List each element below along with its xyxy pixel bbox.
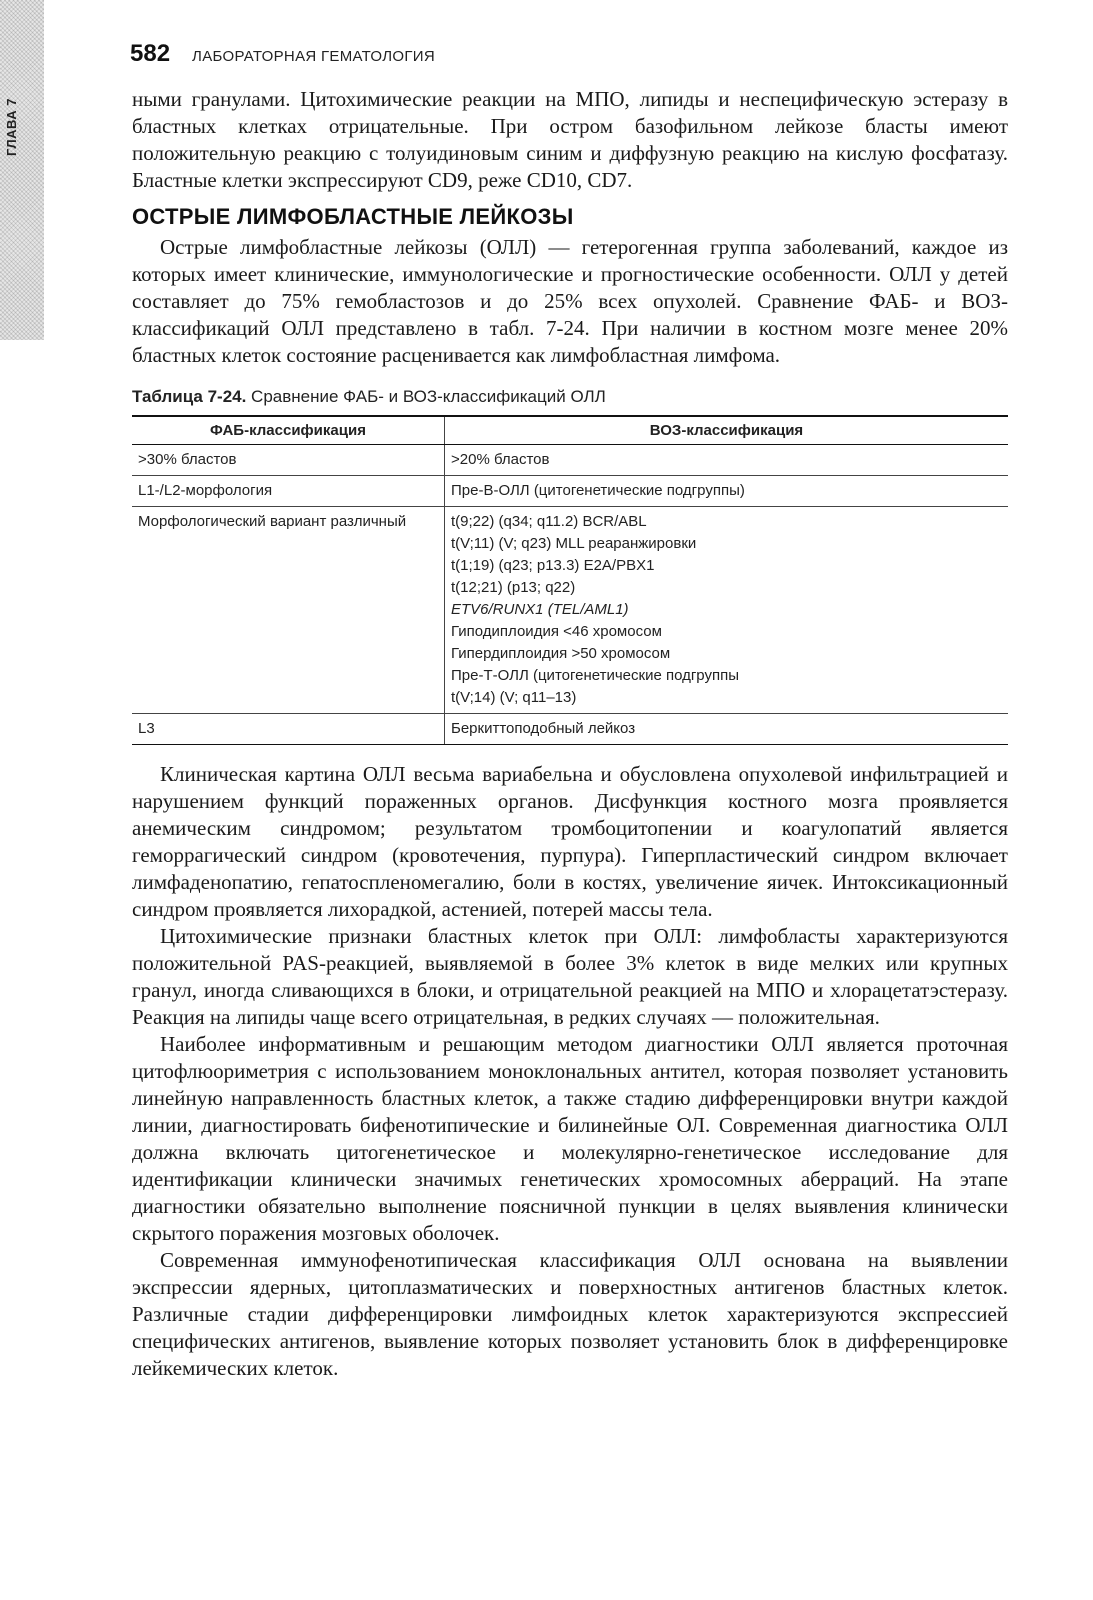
body-paragraph: Современная иммунофенотипическая классификация ОЛЛ основана на выявлении экспрессии ядерных, цитоплазматических и поверхностных антигенов бластных клеток. Различные стадии дифференцировки лимфоидных клеток характеризуются экспрессией специфических антигенов, выявление которых позволяет установить блок в дифференцировке лейкемических клеток. xyxy=(132,1248,1008,1380)
who-line: t(9;22) (q34; q11.2) BCR/ABL xyxy=(451,513,647,530)
chapter-side-tab xyxy=(0,0,44,340)
table-cell-who xyxy=(445,714,1009,745)
who-line: ETV6/RUNX1 (TEL/AML1) xyxy=(451,601,629,618)
table-caption xyxy=(132,387,1008,407)
table-row xyxy=(132,507,1008,714)
who-line: t(1;19) (q23; p13.3) E2A/PBX1 xyxy=(451,557,655,574)
table-caption-text: Сравнение ФАБ- и ВОЗ-классификаций ОЛЛ xyxy=(246,387,606,406)
classification-table xyxy=(132,415,1008,745)
table-header-row xyxy=(132,416,1008,445)
table-cell-who xyxy=(445,445,1009,476)
who-line: >20% бластов xyxy=(451,451,550,468)
who-line: Пре-В-ОЛЛ (цитогенетические подгруппы) xyxy=(451,482,745,499)
who-line: t(V;14) (V; q11–13) xyxy=(451,689,577,706)
table-row xyxy=(132,445,1008,476)
page-header xyxy=(130,40,1010,74)
table-cell-fab: L3 xyxy=(132,714,445,745)
body-paragraph: Наиболее информативным и решающим методом диагностики ОЛЛ является проточная цитофлюориметрия с использованием моноклональных антител, которая позволяет установить линейную направленность бластных клеток, а также стадию дифференцировки внутри каждой линии, диагностировать бифенотипические и билинейные ОЛ. Современная диагностика ОЛЛ должна включать цитогенетическое и молекулярно-генетическое исследование для идентификации клинически значимых генетических хромосомных аберраций. На этапе диагностики обязательно выполнение поясничной пункции в целях выявления клинически скрытого поражения мозговых оболочек. xyxy=(132,1032,1008,1245)
table-header-fab: ФАБ-классификация xyxy=(132,416,445,445)
who-line: Беркиттоподобный лейкоз xyxy=(451,720,636,737)
chapter-label: ГЛАВА 7 xyxy=(4,97,19,157)
who-line: t(12;21) (p13; q22) xyxy=(451,579,576,596)
table-cell-fab: >30% бластов xyxy=(132,445,445,476)
page-number: 582 xyxy=(130,40,171,67)
page-content xyxy=(132,86,1008,1382)
section-title: ОСТРЫЕ ЛИМФОБЛАСТНЫЕ ЛЕЙКОЗЫ xyxy=(132,204,574,229)
who-line: Гипердиплоидия >50 хромосом xyxy=(451,645,671,662)
body-paragraph: Клиническая картина ОЛЛ весьма вариабельна и обусловлена опухолевой инфильтрацией и нарушением функций пораженных органов. Дисфункция костного мозга проявляется анемическим синдромом; результатом тромбоцитопении и коагулопатий является геморрагический синдром (кровотечения, пурпура). Гиперпластический синдром включает лимфаденопатию, гепатоспленомегалию, боли в костях, увеличение яичек. Интоксикационный синдром проявляется лихорадкой, астенией, потерей массы тела. xyxy=(132,762,1008,921)
table-row xyxy=(132,476,1008,507)
table-caption-label: Таблица 7-24. xyxy=(132,387,247,406)
table-cell-fab: Морфологический вариант различный xyxy=(132,507,445,714)
table-header-who: ВОЗ-классификация xyxy=(445,416,1009,445)
who-line: t(V;11) (V; q23) MLL реаранжировки xyxy=(451,535,697,552)
table-row xyxy=(132,714,1008,745)
body-paragraph: Цитохимические признаки бластных клеток при ОЛЛ: лимфобласты характеризуются положительной PAS-реакцией, выявляемой в более 3% клеток в виде мелких или крупных гранул, иногда сливающихся в блоки, и отрицательной реакцией на МПО и хлорацетатэстеразу. Реакция на липиды чаще всего отрицательная, в редких случаях — положительная. xyxy=(132,924,1008,1029)
intro-paragraph: ными гранулами. Цитохимические реакции на МПО, липиды и неспецифическую эстеразу в бластных клетках отрицательные. При остром базофильном лейкозе бласты имеют положительную реакцию с толуидиновым синим и диффузную реакцию на кислую фосфатазу. Бластные клетки экспрессируют CD9, реже CD10, CD7. xyxy=(132,87,1008,192)
table-cell-who xyxy=(445,507,1009,714)
table-cell-who xyxy=(445,476,1009,507)
table-cell-fab: L1-/L2-морфология xyxy=(132,476,445,507)
who-line: Пре-Т-ОЛЛ (цитогенетические подгруппы xyxy=(451,667,740,684)
section-paragraph: Острые лимфобластные лейкозы (ОЛЛ) — гетерогенная группа заболеваний, каждое из которых имеет клинические, иммунологические и прогностические особенности. ОЛЛ у детей составляет до 75% гемобластозов и до 25% всех опухолей. Сравнение ФАБ- и ВОЗ-классификаций ОЛЛ представлено в табл. 7-24. При наличии в костном мозге менее 20% бластных клеток состояние расценивается как лимфобластная лимфома. xyxy=(132,235,1008,367)
who-line: Гиподиплоидия <46 хромосом xyxy=(451,623,662,640)
running-title: ЛАБОРАТОРНАЯ ГЕМАТОЛОГИЯ xyxy=(192,48,435,65)
